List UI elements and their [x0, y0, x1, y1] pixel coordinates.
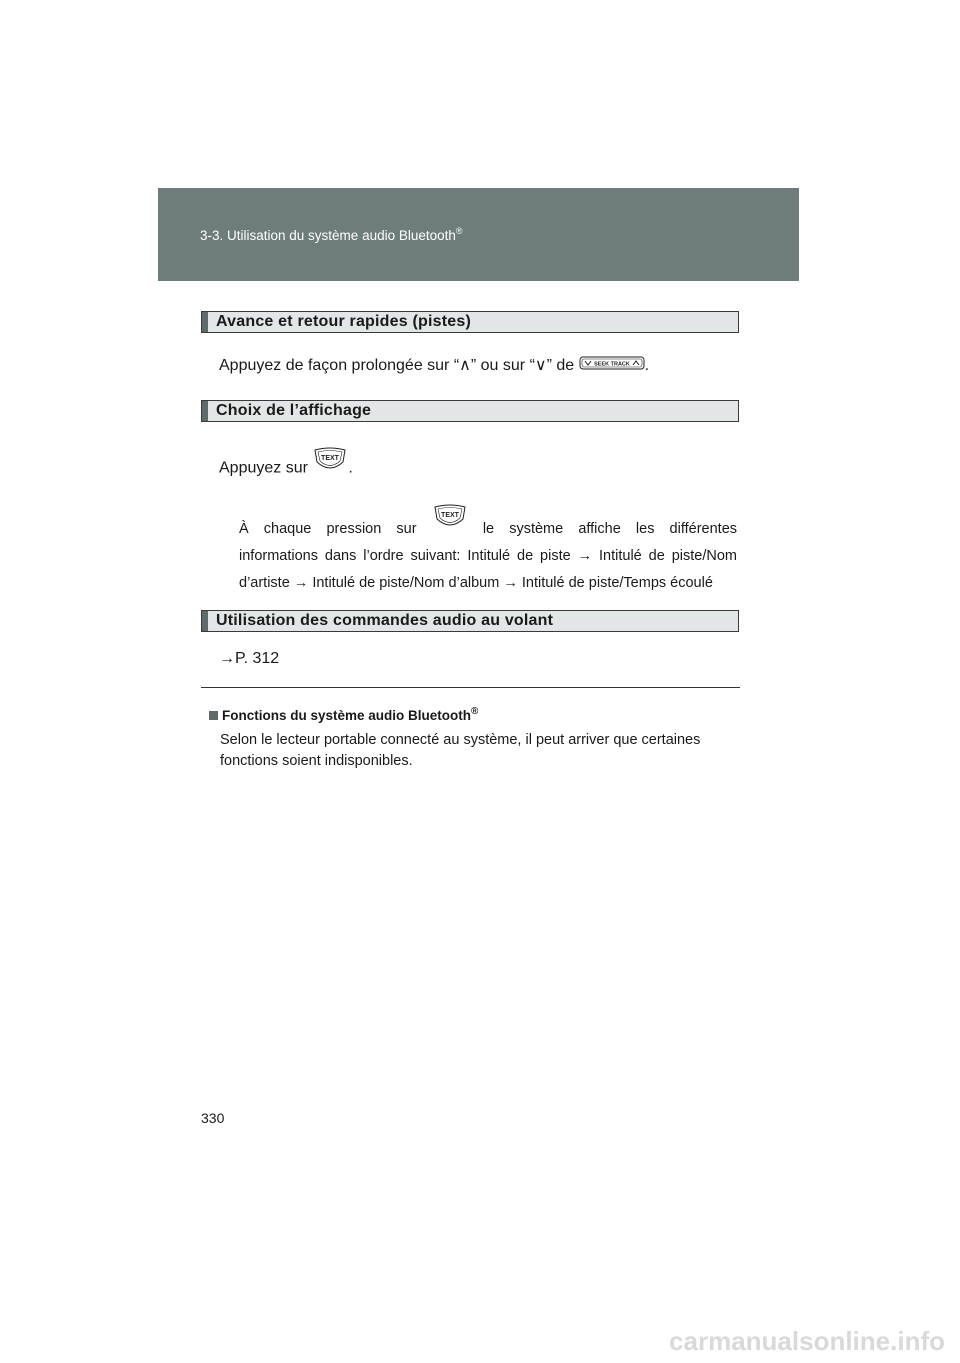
section-marker: [202, 312, 208, 332]
subnote-title: Fonctions du système audio Bluetooth®: [209, 706, 478, 723]
section-body-display: Appuyez sur TEXT .: [219, 458, 353, 479]
svg-text:SEEK TRACK: SEEK TRACK: [593, 361, 630, 368]
section-marker: [202, 611, 208, 631]
section-title: Choix de l’affichage: [216, 402, 372, 419]
section-title-bar-steering-controls: [201, 610, 739, 632]
watermark-logo: [0, 1318, 960, 1358]
page-number: 330: [201, 1110, 225, 1126]
note-line-1: À chaque pression sur TEXT le système affiche les différentes: [239, 516, 737, 543]
svg-text:carmanualsonline.info: carmanualsonline.info: [669, 1326, 945, 1356]
section-body-fast-forward: Appuyez de façon prolongée sur “∧” ou sur “∨” de SEEK TRACK .: [219, 357, 650, 374]
square-bullet-icon: [209, 711, 218, 720]
text-button-icon: [312, 446, 348, 479]
note-line-3: d’artiste → Intitulé de piste/Nom d’album → Intitulé de piste/Temps écoulé: [239, 575, 713, 591]
chapter-header-title: 3-3. Utilisation du système audio Bluetooth®: [200, 226, 463, 243]
note-line-2: informations dans l’ordre suivant: Intitulé de piste → Intitulé de piste/Nom: [239, 548, 737, 564]
section-title-bar-fast-forward: [201, 311, 739, 333]
svg-text:TEXT: TEXT: [440, 512, 459, 520]
display-order-note: [239, 512, 738, 597]
seek-track-button-icon: [579, 356, 645, 375]
text-button-icon: [432, 503, 468, 541]
page-reference-link[interactable]: →P. 312: [219, 650, 280, 667]
section-divider: [201, 687, 740, 688]
section-title-bar-display: [201, 400, 739, 422]
section-title: Utilisation des commandes audio au volant: [216, 612, 554, 629]
svg-text:TEXT: TEXT: [321, 455, 340, 462]
subnote-body: Selon le lecteur portable connecté au système, il peut arriver que certaines fonctions soient indisponibles.: [220, 732, 701, 769]
section-marker: [202, 401, 208, 421]
section-title: Avance et retour rapides (pistes): [216, 313, 471, 330]
